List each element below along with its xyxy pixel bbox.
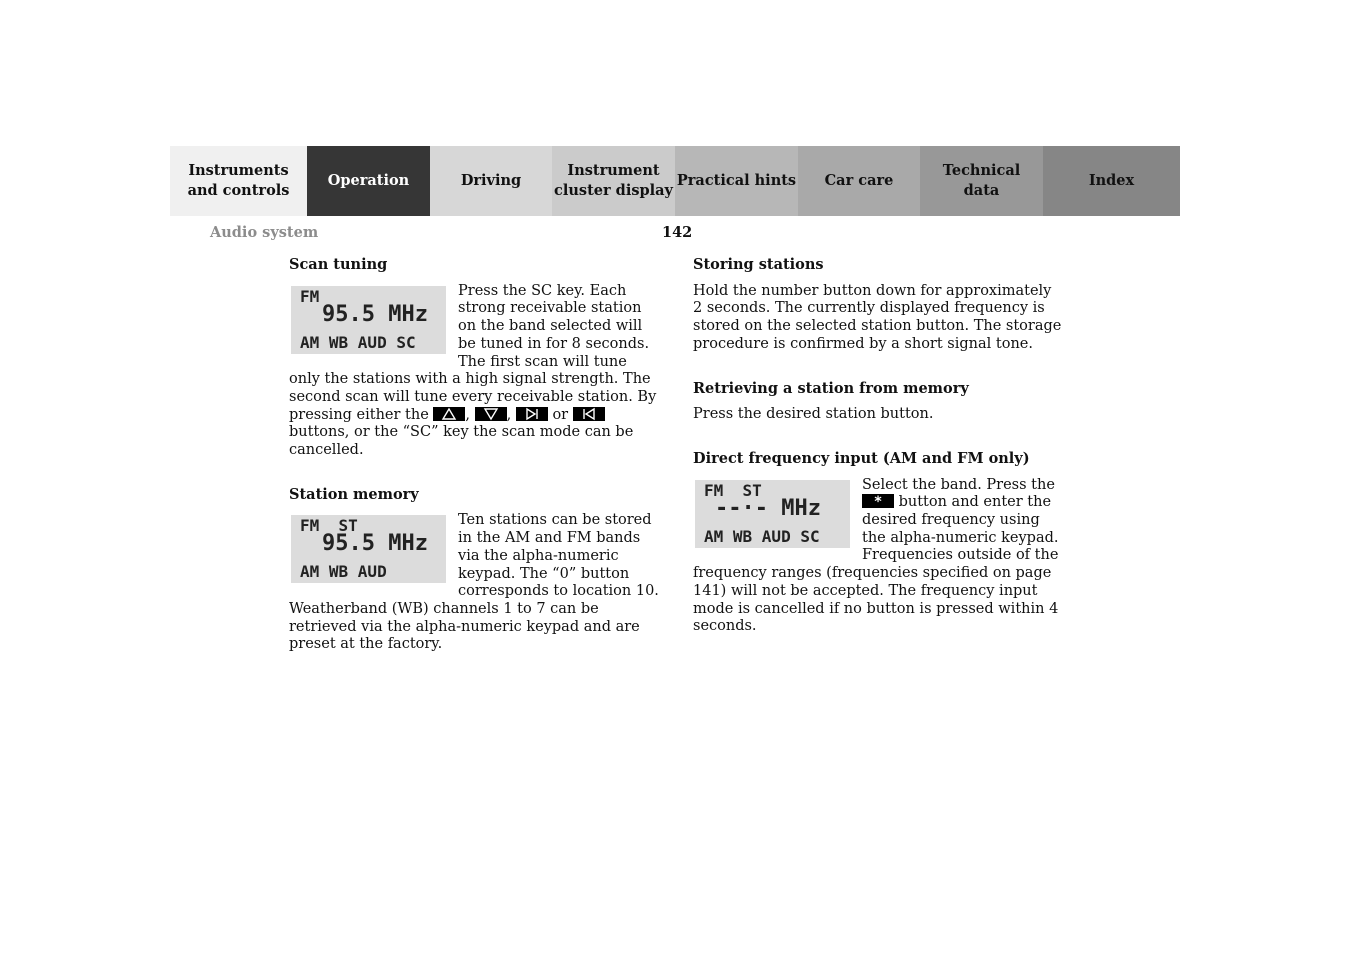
display-line-3: AM WB AUD (300, 562, 387, 582)
tab-label: Instrument cluster display (554, 162, 673, 199)
storing-stations-text: Hold the number button down for approximately 2 seconds. The currently displayed frequency is stored on the selected station button. The storage procedure is confirmed by a short signal tone. (693, 282, 1062, 352)
scan-text-or: or (552, 406, 569, 423)
section-title: Audio system (210, 224, 319, 241)
star-key-icon (862, 494, 894, 508)
separator: , (465, 406, 471, 423)
display-line-1: FM (300, 286, 320, 306)
station-memory-text: Ten stations can be stored in the AM and FM bands via the alpha-numeric keypad. The “0” button corresponds to location 10. Weatherband (WB) channels 1 to 7 can be retrieved via the alpha-numeric keypad and are preset at the factory. (289, 512, 659, 653)
scan-text-2: buttons, or the “SC” key the scan mode can be cancelled. (289, 424, 634, 459)
tab-label: Practical hints (676, 172, 797, 189)
storing-stations-heading: Storing stations (693, 256, 824, 273)
display-line-3: AM WB AUD SC (300, 332, 416, 352)
display-line-3: AM WB AUD SC (704, 526, 820, 546)
retrieving-heading: Retrieving a station from memory (693, 379, 969, 397)
display-frequency: --·- MHz (715, 495, 821, 521)
radio-display-scan (291, 286, 446, 354)
tab-practical-hints[interactable] (675, 146, 798, 216)
tab-driving[interactable] (430, 146, 552, 216)
tab-label: Operation (327, 172, 410, 189)
right-column (693, 256, 1063, 636)
tab-label: Car care (824, 172, 894, 189)
seek-down-icon (475, 407, 507, 421)
tab-label: Index (1088, 172, 1135, 189)
skip-back-icon (573, 407, 605, 421)
tab-instrument-cluster-display[interactable] (552, 146, 675, 216)
scan-text-1: Press the SC key. Each strong receivable station on the band selected will be tuned in for 8 seconds. The first scan will tune only the stations with a high signal strength. The second scan will tune every receivable station. By pressing either the (289, 282, 657, 423)
direct-text-1: Select the band. Press the (862, 476, 1055, 493)
page-number: 142 (662, 224, 693, 241)
tab-technical-data[interactable] (920, 146, 1043, 216)
separator: , (506, 406, 512, 423)
seek-up-icon (433, 407, 465, 421)
station-memory-heading: Station memory (289, 485, 419, 503)
tab-label: Instruments and controls (187, 162, 290, 199)
skip-forward-icon (516, 407, 548, 421)
direct-input-heading: Direct frequency input (AM and FM only) (693, 449, 1030, 467)
display-line-1: FM ST (300, 516, 358, 536)
tab-label: Driving (460, 172, 522, 189)
display-frequency: 95.5 MHz (322, 301, 428, 327)
radio-display-memory (291, 515, 446, 583)
svg-text:*: * (874, 494, 882, 509)
display-frequency: 95.5 MHz (322, 531, 428, 557)
tab-car-care[interactable] (798, 146, 920, 216)
tab-index[interactable] (1043, 146, 1180, 216)
tab-operation[interactable] (307, 146, 430, 216)
left-column (289, 256, 661, 654)
display-line-1: FM ST (704, 480, 762, 500)
tab-label: Technical data (942, 162, 1021, 199)
retrieving-text: Press the desired station button. (693, 406, 934, 423)
scan-tuning-heading: Scan tuning (289, 256, 388, 273)
chapter-tabs (170, 146, 1180, 216)
tab-instruments-and-controls[interactable] (170, 146, 307, 216)
radio-display-direct (695, 480, 850, 548)
direct-text-2: button and enter the desired frequency using the alpha-numeric keypad. Frequencies outside of the frequency ranges (frequencies specified on page 141) will not be accepted. The frequency input mode is cancelled if no button is pressed within 4 seconds. (693, 494, 1059, 635)
